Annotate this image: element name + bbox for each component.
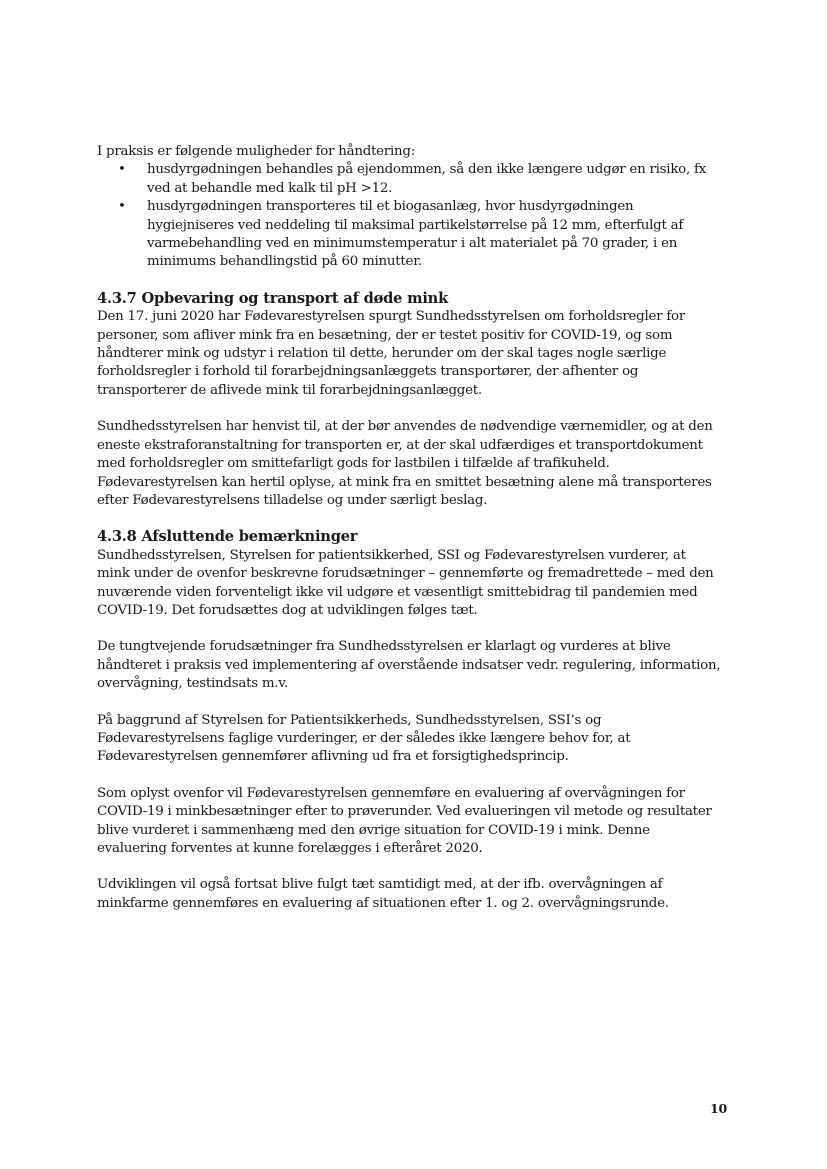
paragraph: Udviklingen vil også fortsat blive fulgt tæt samtidigt med, at der ifb. overvågningen af minkfarme gennemføres en evaluering af situationen efter 1. og 2. overvågningsrunde. (97, 877, 669, 911)
paragraph: Sundhedsstyrelsen, Styrelsen for patientsikkerhed, SSI og Fødevarestyrelsen vurderer, at mink under de ovenfor beskrevne forudsætninger – gennemførte og fremadrettede – med den nuværende viden forventeligt ikke vil udgøre et væsentligt smittebidrag til pandemien med COVID-19. Det forudsættes dog at udviklingen følges tæt. (97, 547, 714, 618)
list-item (97, 198, 722, 272)
bullet-marker: • (118, 199, 126, 215)
section-heading-4-3-7: 4.3.7 Opbevaring og transport af døde mink (97, 289, 448, 307)
paragraph: På baggrund af Styrelsen for Patientsikkerheds, Sundhedsstyrelsen, SSI’s og Fødevarestyrelsens faglige vurderinger, er der således ikke længere behov for, at Fødevarestyrelsen gennemfører aflivning ud fra et forsigtighedsprincip. (97, 712, 631, 765)
list-item-text: husdyrgødningen transporteres til et biogasanlæg, hvor husdyrgødningen hygiejniseres ved neddeling til maksimal partikelstørrelse på 12 mm, efterfulgt af varmebehandling ved en minimumstemperatur i alt materialet på 70 grader, i en minimums behandlingstid på 60 minutter. (147, 199, 684, 270)
page-content (97, 143, 722, 913)
list-item-text: husdyrgødningen behandles på ejendommen, så den ikke længere udgør en risiko, fx ved at behandle med kalk til pH >12. (147, 162, 707, 196)
handling-options-list (97, 161, 722, 271)
bullet-marker: • (118, 162, 126, 178)
paragraph: Som oplyst ovenfor vil Fødevarestyrelsen gennemføre en evaluering af overvågningen for COVID-19 i minkbesætninger efter to prøverunder. Ved evalueringen vil metode og resultater blive vurderet i sammenhæng med den øvrige situation for COVID-19 i mink. Denne evaluering forventes at kunne forelægges i efteråret 2020. (97, 785, 712, 856)
paragraph: Den 17. juni 2020 har Fødevarestyrelsen spurgt Sundhedsstyrelsen om forholdsregler for personer, som afliver mink fra en besætning, der er testet positiv for COVID-19, og som håndterer mink og udstyr i relation til dette, herunder om der skal tages nogle særlige forholdsregler i forhold til forarbejdningsanlæggets transportører, der afhenter og transporterer de aflivede mink til forarbejdningsanlægget. (97, 309, 686, 398)
paragraph: De tungtvejende forudsætninger fra Sundhedsstyrelsen er klarlagt og vurderes at blive håndteret i praksis ved implementering af overstående indsatser vedr. regulering, information, overvågning, testindsats m.v. (97, 639, 721, 692)
page-number: 10 (710, 1101, 727, 1116)
paragraph: Sundhedsstyrelsen har henvist til, at der bør anvendes de nødvendige værnemidler, og at den eneste ekstraforanstaltning for transporten er, at der skal udfærdiges et transportdokument med forholdsregler om smittefarligt gods for lastbilen i tilfælde af trafikuheld. Fødevarestyrelsen kan hertil oplyse, at mink fra en smittet besætning alene må transporteres efter Fødevarestyrelsens tilladelse og under særligt beslag. (97, 419, 713, 508)
section-heading-4-3-8: 4.3.8 Afsluttende bemærkninger (97, 528, 358, 546)
list-item (97, 161, 722, 198)
intro-paragraph: I praksis er følgende muligheder for håndtering: (97, 144, 415, 159)
